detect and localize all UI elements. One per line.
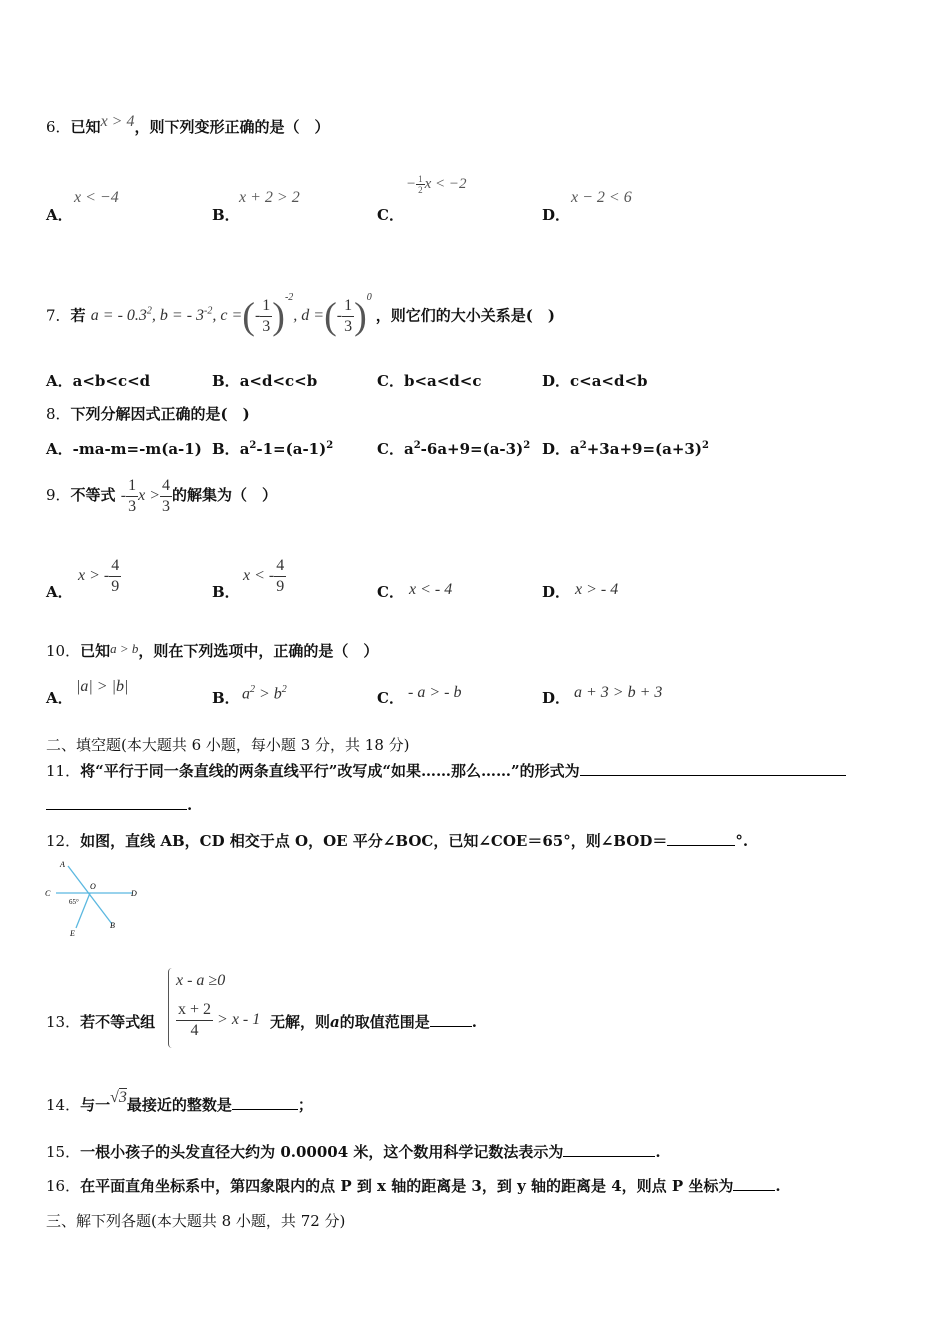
answer-blank[interactable]	[232, 1095, 298, 1110]
q6-option-b-math: x + 2 > 2	[239, 189, 300, 206]
q6-option-c: C．	[377, 206, 404, 224]
question-6: 6．已知x > 4，则下列变形正确的是（ ）	[46, 113, 330, 136]
question-8: 8．下列分解因式正确的是( )	[46, 405, 250, 423]
q10-option-a-math: |a| > |b|	[76, 678, 129, 695]
answer-blank[interactable]	[563, 1142, 655, 1157]
q7-option-d: D．c<a<d<b	[542, 372, 648, 390]
sqrt-expr: √3	[110, 1089, 127, 1106]
label-e: E	[70, 929, 75, 938]
q10-option-c: C．	[377, 689, 404, 707]
q6-option-a: A．	[46, 206, 73, 224]
label-o: O	[90, 882, 96, 891]
condition-math: x > 4	[100, 113, 135, 130]
question-9: 9．不等式 - $\frac{1}{3}$ x > $\frac{4}{3}$ 的解集为（ ）	[46, 476, 278, 515]
answer-blank[interactable]	[733, 1176, 775, 1191]
q7-option-b: B．a<d<c<b	[212, 372, 318, 390]
answer-blank[interactable]	[667, 831, 735, 846]
q13-row1: x - a ≥0	[176, 972, 226, 989]
q7-option-c: C．b<a<d<c	[377, 372, 482, 390]
question-12: 12．如图，直线 AB，CD 相交于点 O，OE 平分∠BOC，已知∠COE＝65°，则∠BOD＝ °.	[46, 832, 749, 850]
q10-option-b: B．	[212, 689, 240, 707]
question-7: 7．若 a = - $0.3^2$, b = - $3^{-2}$, c =(- $\frac{1}{3}$ )$^{-2}$, d =(- $\frac{1}{3}$ )$^0$ ，则它们的大小关系是( )	[46, 292, 555, 338]
label-c: C	[45, 889, 51, 898]
q9-option-b-math: x < - $\frac{4}{9}$	[243, 557, 285, 595]
q7-expression: a = - $0.3^2$, b = - $3^{-2}$, c =(- $\frac{1}{3}$ )$^{-2}$, d =(- $\frac{1}{3}$ )$^0$	[90, 292, 372, 338]
q8-option-a: A．-ma-m=-m(a-1)	[46, 440, 202, 458]
label-a: A	[60, 860, 65, 869]
q10-option-a: A．	[46, 689, 73, 707]
question-number: 6．	[46, 118, 71, 136]
q13-tail: 无解，则a的取值范围是 .	[270, 1013, 477, 1031]
answer-blank[interactable]	[46, 795, 187, 810]
q10-option-c-math: - a > - b	[408, 684, 462, 701]
q8-option-b: B．$a^2-1=(a-1)^2$	[212, 440, 334, 458]
question-16: 16．在平面直角坐标系中，第四象限内的点 P 到 x 轴的距离是 3，到 y 轴的距离是 4，则点 P 坐标为 .	[46, 1177, 781, 1195]
q9-option-d: D．	[542, 583, 571, 601]
line-ab	[68, 866, 112, 924]
q7-option-a: A．a<b<c<d	[46, 372, 151, 390]
section-2-heading: 二、填空题(本大题共 6 小题，每小题 3 分，共 18 分)	[46, 736, 410, 754]
label-d: D	[131, 889, 137, 898]
answer-blank[interactable]	[580, 761, 846, 776]
q6-option-c-math: − $\frac{1}{2}$ x < −2	[406, 174, 467, 195]
q10-option-d-math: a + 3 > b + 3	[574, 684, 663, 701]
question-13: 13．若不等式组	[46, 1013, 156, 1031]
q10-option-d: D．	[542, 689, 571, 707]
q13-row2: $\frac{x + 2}{4}$ > x - 1	[178, 1001, 261, 1039]
q9-option-c: C．	[377, 583, 404, 601]
q6-option-d: D．	[542, 206, 571, 224]
q9-option-c-math: x < - 4	[409, 581, 453, 598]
question-15: 15．一根小孩子的头发直径大约为 0.00004 米，这个数用科学记数法表示为 .	[46, 1143, 661, 1161]
q10-option-b-math: $a^2 > b^2$	[242, 684, 287, 703]
q12-figure	[40, 856, 150, 940]
question-10: 10．已知a > b，则在下列选项中，正确的是（ ）	[46, 641, 379, 660]
section-3-heading: 三、解下列各题(本大题共 8 小题，共 72 分)	[46, 1212, 346, 1230]
brace	[168, 968, 172, 1048]
label-angle: 65°	[69, 898, 79, 906]
q9-option-b: B．	[212, 583, 240, 601]
q9-option-a-math: x > - $\frac{4}{9}$	[78, 557, 120, 595]
q9-option-d-math: x > - 4	[575, 581, 619, 598]
q6-option-b: B．	[212, 206, 240, 224]
q8-option-d: D．$a^2+3a+9=(a+3)^2$	[542, 440, 709, 458]
q6-option-d-math: x − 2 < 6	[571, 189, 632, 206]
q6-option-a-math: x < −4	[74, 189, 119, 206]
question-11: 11．将“平行于同一条直线的两条直线平行”改写成“如果……那么……”的形式为	[46, 760, 846, 781]
label-b: B	[110, 921, 115, 930]
question-14: 14．与一√3最接近的整数是 ；	[46, 1089, 313, 1114]
q11-continuation: .	[46, 795, 192, 814]
q8-option-c: C．$a^2-6a+9=(a-3)^2$	[377, 440, 531, 458]
q9-option-a: A．	[46, 583, 73, 601]
q9-inequality: - $\frac{1}{3}$ x > $\frac{4}{3}$	[120, 476, 171, 515]
answer-blank[interactable]	[430, 1012, 472, 1027]
